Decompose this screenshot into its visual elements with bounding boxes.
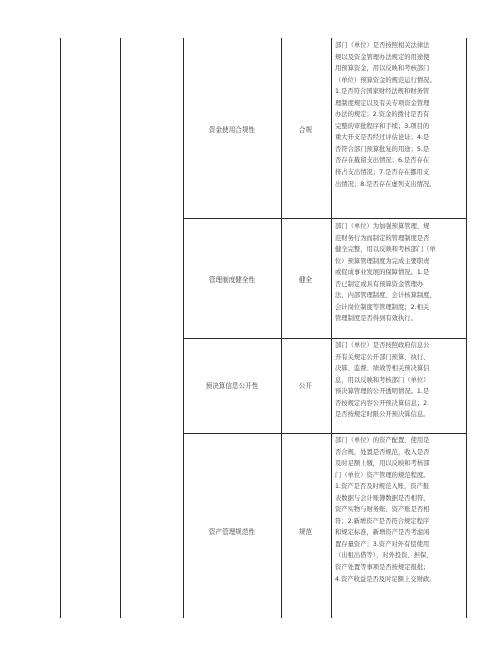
description-line: 否合规，处置是否规范，收入是否 <box>335 448 430 456</box>
description-line: 范财务行为而制定的管理制度是否 <box>335 234 430 242</box>
description-line: 会计岗位制度等管理制度；2.相关 <box>335 303 430 311</box>
description-line: 否已制定或具有预算资金管理办 <box>335 280 424 288</box>
description-line: 位）预算管理制度为完成主要职责 <box>335 257 430 265</box>
description-line: 息，用以反映和考核部门（单位） <box>335 376 430 384</box>
indicator-label: 预决算信息公开性 <box>205 382 259 390</box>
description-line: 出情况；8.是否存在虚列支出情况。 <box>335 180 436 188</box>
description-line: 1.是否符合国家财经法规和财务管 <box>335 88 430 96</box>
description-line: 否符合部门预算批复的用途；5.是 <box>335 145 430 153</box>
description-line: 否按规定内容公开预决算信息；2. <box>335 399 430 407</box>
indicator-label: 管理制度健全性 <box>208 276 256 284</box>
row-separator <box>183 433 466 434</box>
description-line: 管理制度是否得到有效执行。 <box>335 315 417 323</box>
indicator-description <box>335 221 463 325</box>
description-line: 预决算管理的公开透明情况。1.是 <box>335 388 430 396</box>
description-line: 1.资产是否及时规范入账，资产报 <box>335 483 430 491</box>
description-line: 法、内部管理制度、会计核算制度、 <box>335 292 436 300</box>
description-line: 健全完整，用以反映和考核部门（单 <box>335 246 436 254</box>
row-separator <box>183 218 466 219</box>
description-line: 否存在截留支出情况；6.是否存在 <box>335 157 430 165</box>
table-border-left <box>60 38 61 618</box>
indicator-description <box>335 340 463 421</box>
description-line: 门（单位）资产管理的规范程度。 <box>335 471 430 479</box>
description-line: （出租出借等）、对外投资、担保、 <box>335 552 433 560</box>
table-divider-col1 <box>120 38 121 618</box>
description-line: 完整的审批程序和手续；3.项目的 <box>335 122 430 130</box>
aspect-label: 公开 <box>298 382 313 390</box>
description-line: 及时足额上缴，用以反映和考核部 <box>335 460 430 468</box>
description-line: 部门（单位）是否按照相关法律法 <box>335 42 430 49</box>
aspect-label: 合规 <box>298 126 313 134</box>
description-line: 用预算资金，用以反映和考核部门 <box>335 65 430 73</box>
description-line: 挤占支出情况；7.是否存在挪用支 <box>335 169 430 177</box>
description-line: 表数据与会计账簿数据是否相符， <box>335 494 430 502</box>
description-line: 办法的规定；2.资金的拨付是否有 <box>335 111 430 119</box>
description-line: 资产处置等事项是否按规定报批； <box>335 564 430 572</box>
description-line: 或促成事业发展的保障情况。1.是 <box>335 269 430 277</box>
description-line: 和规定标准，新增资产是否考虑闲 <box>335 529 430 537</box>
description-line: 是否按规定时限公开预决算信息。 <box>335 411 430 419</box>
indicator-label: 资产管理规范性 <box>208 528 256 536</box>
description-line: 置存量资产；3.资产对外有偿使用 <box>335 540 430 548</box>
aspect-label: 规范 <box>298 528 313 536</box>
description-line: 部门（单位）为加强预算管理、规 <box>335 223 430 230</box>
description-line: 部门（单位）的资产配置、使用是 <box>335 437 430 444</box>
description-line: 规以及资金管理办法规定的用途使 <box>335 53 430 61</box>
description-line: 开有关规定公开部门预算、执行、 <box>335 353 430 361</box>
table-divider-col4 <box>331 38 332 618</box>
description-line: （单位）预算资金的规范运行情况。 <box>335 76 436 84</box>
description-line: 部门（单位）是否按照政府信息公 <box>335 342 430 349</box>
description-line: 4.资产收益是否及时足额上交财政。 <box>335 575 436 583</box>
aspect-label: 健全 <box>298 276 313 284</box>
description-line: 资产实物与财务账、资产账是否相 <box>335 506 430 514</box>
table-border-right <box>466 38 467 618</box>
indicator-description <box>335 40 463 190</box>
indicator-label: 资金使用合规性 <box>208 126 256 134</box>
description-line: 重大开支是否经过评估论证；4.是 <box>335 134 430 142</box>
description-line: 符；2.新增资产是否符合规定程序 <box>335 517 430 525</box>
description-line: 理制度规定以及有关专项资金管理 <box>335 99 430 107</box>
row-separator <box>183 338 466 339</box>
indicator-description <box>335 435 463 585</box>
description-line: 决算、监督、绩效等相关预决算信 <box>335 365 430 373</box>
